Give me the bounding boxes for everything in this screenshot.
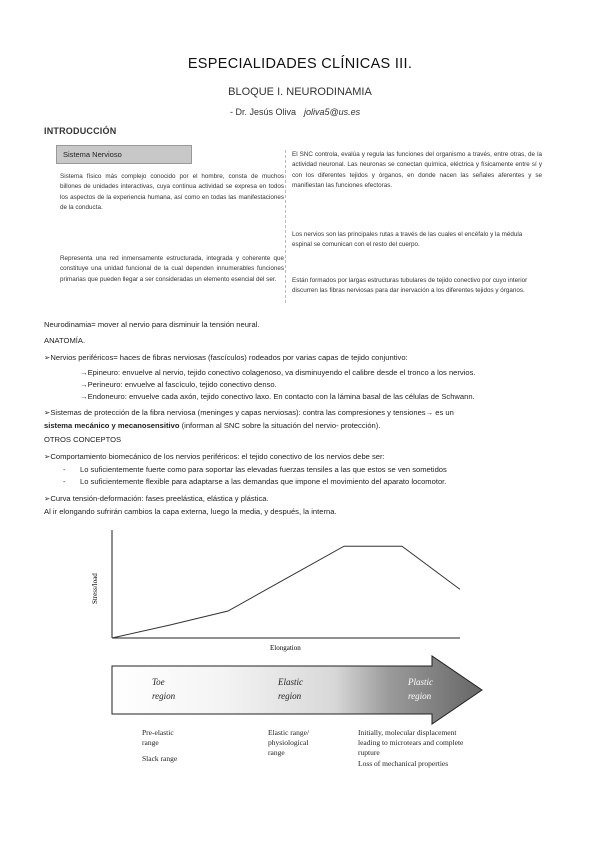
intro-heading: INTRODUCCIÓN [44, 126, 117, 136]
right-paragraph: Los nervios son las principales rutas a través de las cuales el encéfalo y la médula espinal se comunican con el resto del cuerpo. [292, 231, 523, 249]
anatomia-heading: ANATOMÍA. [44, 336, 86, 345]
bullet-item: Lo suficientemente fuerte como para soportar las elevadas fuerzas tensiles a las que estos se ven sometidos [80, 465, 447, 474]
y-axis-label: Stress/load [91, 573, 99, 604]
perineuro-text: →Perineuro: envuelve al fascículo, tejido conectivo denso. [80, 380, 277, 389]
note-plastic-4: Loss of mechanical properties [358, 759, 449, 768]
note-plastic-1: Initially, molecular displacement [358, 728, 457, 737]
right-paragraph: Están formados por largas estructuras tubulares de tejido conectivo por cuyo interior discurren las fibras nerviosas para dar inervación a los diferentes tejidos y órganos. [292, 277, 528, 295]
sistemas-rest: (informan al SNC sobre la situación del nervio- protección). [179, 421, 381, 430]
section-box-label: Sistema Nervioso [56, 145, 192, 164]
region-label-elastic-2: region [278, 691, 302, 701]
note-range: range [142, 738, 159, 747]
left-paragraph: Sistema físico más complejo conocido por el hombre, consta de muchos billones de unidades interactivas, cuya continua actividad se expresa en todos los aspectos de la experiencia humana, así como en todas las manifestaciones de la conducta. [60, 173, 284, 211]
curva-text: ➢Curva tensión-deformación: fases preelástica, elástica y plástica. [44, 494, 269, 503]
comportamiento-text: ➢Comportamiento biomecánico de los nervios periféricos: el tejido conectivo de los nervios debe ser: [44, 452, 385, 461]
region-label-elastic: Elastic [278, 677, 303, 687]
right-paragraph: El SNC controla, evalúa y regula las funciones del organismo a través, entre otras, de la actividad neuronal. Las neuronas se conectan química, eléctrica y físicamente entre sí y con los diferentes tejidos y órganos, en donde nacen las señales aferentes y se manifiestan las funciones efectoras. [292, 151, 542, 189]
regions-arrow [112, 656, 482, 724]
otros-conceptos-heading: OTROS CONCEPTOS [44, 435, 122, 444]
bullet-dash: - [63, 477, 66, 486]
elongando-text: Al ir elongando sufrirán cambios la capa externa, luego la media, y después, la interna. [44, 507, 337, 516]
x-axis-label: Elongation [270, 644, 301, 652]
note-slack: Slack range [142, 754, 178, 763]
page-subtitle: BLOQUE I. NEURODINAMIA [228, 86, 372, 98]
author-email: joliva5@us.es [304, 107, 361, 117]
sistema-mecanico-bold: sistema mecánico y mecanosensitivo [44, 421, 180, 430]
author-name: - Dr. Jesús Oliva [230, 107, 297, 117]
endoneuro-text: →Endoneuro: envuelve cada axón, tejido conectivo laxo. En contacto con la lámina basal de las células de Schwann. [80, 392, 475, 401]
note-physiological: physiological [268, 738, 309, 747]
sistemas-proteccion: ➢Sistemas de protección de la fibra nerviosa (meninges y capas nerviosas): contra las compresiones y tensiones→ es un [44, 408, 454, 417]
note-elastic-range: range [268, 748, 285, 757]
region-label-toe: Toe [152, 677, 165, 687]
bullet-dash: - [63, 465, 66, 474]
neurodinamia-definition: Neurodinamia= mover al nervio para disminuir la tensión neural. [44, 320, 260, 329]
note-plastic-3: rupture [358, 748, 380, 757]
epineuro-text: →Epineuro: envuelve al nervio, tejido conectivo colagenoso, va disminuyendo el calibre desde el tronco a los nervios. [80, 368, 476, 377]
note-plastic-2: leading to microtears and complete [358, 738, 464, 747]
stress-strain-curve [112, 546, 460, 638]
region-label-plastic-2: region [408, 691, 432, 701]
nervios-perifericos: ➢Nervios periféricos= haces de fibras nerviosas (fascículos) rodeados por varias capas de tejido conjuntivo: [44, 353, 408, 362]
note-elastic: Elastic range/ [268, 728, 310, 737]
bullet-item: Lo suficientemente flexible para adaptarse a las demandas que impone el movimiento del aparato locomotor. [80, 477, 447, 486]
left-paragraph: Representa una red inmensamente estructurada, integrada y coherente que constituye una unidad funcional de la cual dependen innumerables funciones primarias que pueden llegar a ser consideradas un elemento esencial del ser. [60, 255, 284, 283]
page-title: ESPECIALIDADES CLÍNICAS III. [187, 56, 413, 72]
region-label-plastic: Plastic [408, 677, 433, 687]
note-preelastic: Pre-elastic [142, 728, 174, 737]
region-label-toe-2: region [152, 691, 176, 701]
